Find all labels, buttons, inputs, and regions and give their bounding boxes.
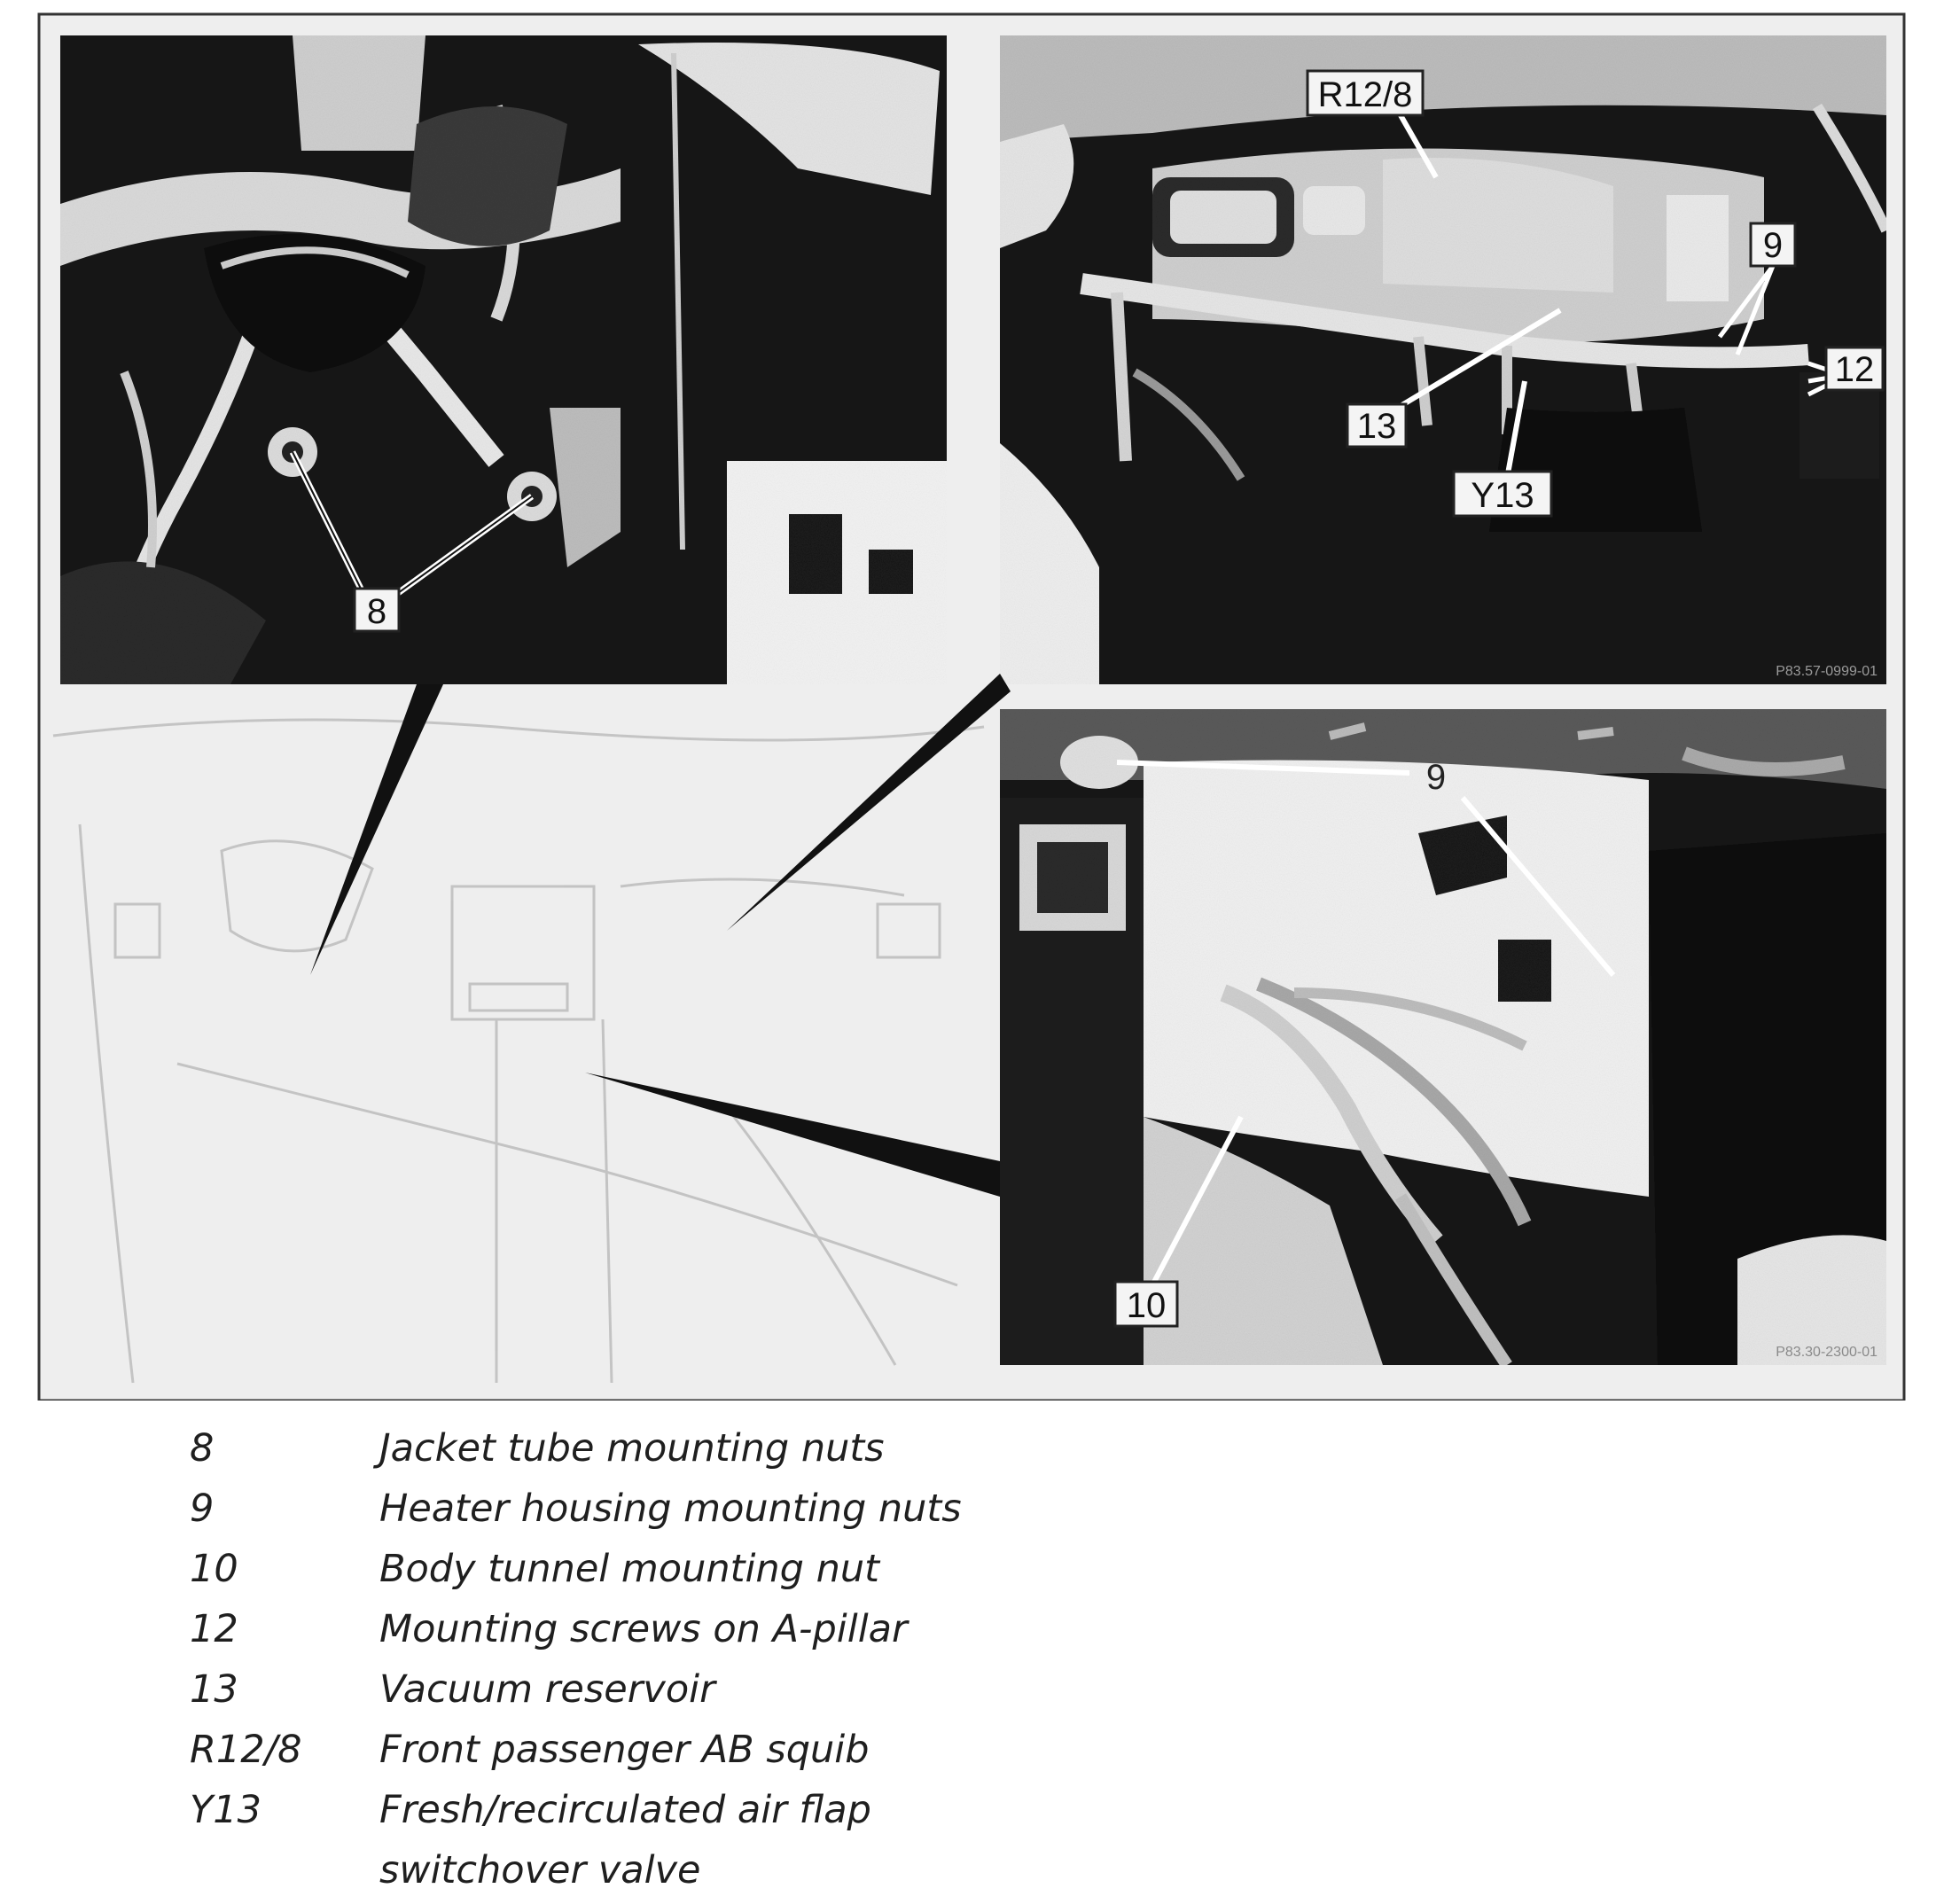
legend-code: 10 bbox=[190, 1547, 238, 1591]
legend-row-8 bbox=[190, 1418, 1519, 1479]
legend-row-13 bbox=[190, 1659, 1519, 1720]
legend-row-10 bbox=[190, 1539, 1519, 1599]
legend-row-12 bbox=[190, 1599, 1519, 1659]
photo-heater-housing-top bbox=[1000, 35, 1886, 684]
legend-code: R12/8 bbox=[190, 1728, 302, 1772]
photo-jacket-tube bbox=[60, 35, 947, 684]
legend-code: Y13 bbox=[190, 1788, 262, 1832]
legend-code: 12 bbox=[190, 1607, 238, 1651]
legend-row-Y13 bbox=[190, 1780, 1519, 1900]
legend-desc: Mounting screws on A-pillar bbox=[379, 1607, 908, 1651]
legend-desc: Jacket tube mounting nuts bbox=[379, 1426, 885, 1471]
photo-body-tunnel bbox=[1000, 709, 1886, 1365]
callout-9-top: 9 bbox=[1762, 226, 1784, 265]
legend-desc: Body tunnel mounting nut bbox=[379, 1547, 879, 1591]
legend-desc: Heater housing mounting nuts bbox=[379, 1487, 962, 1531]
legend-desc-line2: switchover valve bbox=[379, 1848, 701, 1892]
photo-id-top: P83.57-0999-01 bbox=[1776, 664, 1877, 679]
legend-code: 9 bbox=[190, 1487, 215, 1531]
callout-10: 10 bbox=[1126, 1286, 1167, 1325]
legend-desc: Front passenger AB squib bbox=[379, 1728, 870, 1772]
legend bbox=[190, 1418, 1519, 1900]
legend-code: 13 bbox=[190, 1667, 238, 1712]
legend-desc-line1: Fresh/recirculated air flap bbox=[379, 1788, 871, 1832]
legend-desc bbox=[379, 1780, 871, 1900]
photo-id-bottom: P83.30-2300-01 bbox=[1776, 1345, 1877, 1360]
legend-desc: Vacuum reservoir bbox=[379, 1667, 715, 1712]
callout-8: 8 bbox=[366, 592, 387, 631]
callout-R12-8: R12/8 bbox=[1317, 75, 1413, 114]
callout-9-bottom: 9 bbox=[1425, 758, 1447, 797]
callout-Y13: Y13 bbox=[1471, 476, 1534, 515]
legend-row-9 bbox=[190, 1479, 1519, 1539]
legend-code: 8 bbox=[190, 1426, 215, 1471]
callout-13: 13 bbox=[1356, 407, 1397, 446]
callout-12: 12 bbox=[1834, 350, 1875, 389]
legend-row-R12-8 bbox=[190, 1720, 1519, 1780]
